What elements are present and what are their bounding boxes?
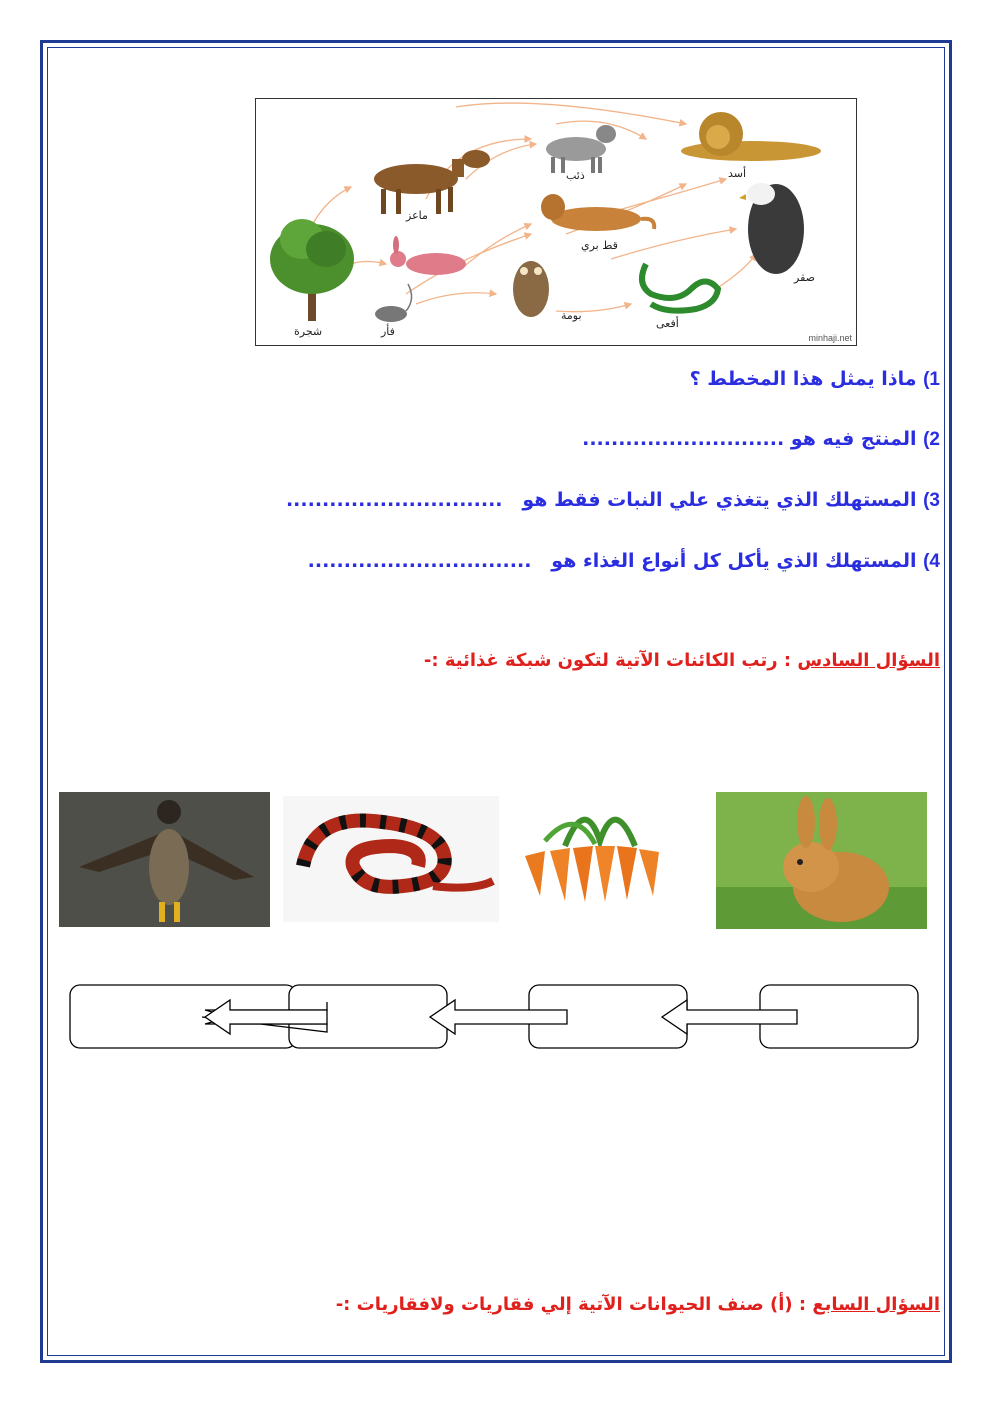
carrot-image (505, 796, 691, 904)
falcon-image (59, 792, 270, 927)
watermark: minhaji.net (808, 333, 852, 343)
wildcat-icon (541, 194, 654, 231)
coral-snake-icon (283, 796, 499, 922)
carrot-icon (505, 796, 691, 904)
question-2-number: 2) (923, 429, 940, 450)
tree-icon (270, 219, 354, 321)
lion-label: أسد (728, 167, 747, 180)
falcon-icon (59, 792, 270, 927)
section-6-instruction: : رتب الكائنات الآتية لتكون شبكة غذائية :- (423, 650, 792, 671)
question-2-text: المنتج فيه هو (790, 428, 917, 450)
section-7-heading (336, 1294, 940, 1315)
wildcat-label: قط بري (581, 239, 618, 252)
snake-icon (642, 264, 718, 311)
question-4-text: المستهلك الذي يأكل كل أنواع الغذاء هو (551, 550, 917, 572)
snake-image (283, 796, 499, 922)
question-3-blank[interactable]: .............................. (285, 489, 503, 511)
section-6-title: السؤال السادس (797, 650, 940, 671)
question-2-blank[interactable]: ............................ (582, 428, 785, 450)
question-3 (286, 489, 940, 512)
section-6-heading (424, 650, 940, 671)
question-4-blank[interactable]: ............................... (307, 550, 532, 572)
mouse-icon (375, 284, 412, 322)
goat-label: ماعز (406, 209, 428, 222)
question-1 (690, 368, 940, 391)
lion-icon (681, 112, 821, 161)
question-1-text: ماذا يمثل هذا المخطط ؟ (689, 368, 917, 390)
owl-label: بومة (561, 309, 582, 322)
food-web-diagram (255, 98, 857, 346)
question-4 (308, 550, 940, 573)
bunny-icon (716, 792, 927, 929)
question-2 (582, 428, 940, 451)
owl-icon (513, 261, 549, 317)
wolf-icon (546, 125, 616, 173)
eagle-icon (739, 183, 804, 274)
mouse-label: فأر (381, 325, 395, 338)
question-1-number: 1) (923, 369, 940, 390)
section-7-title: السؤال السابع (812, 1294, 940, 1315)
tree-label: شجرة (294, 325, 323, 338)
wolf-label: ذئب (566, 169, 585, 182)
eagle-label: صقر (794, 271, 815, 284)
question-4-number: 4) (923, 551, 940, 572)
snake-label: أفعى (656, 317, 679, 330)
food-chain-boxes[interactable] (60, 980, 930, 1055)
rabbit-image (716, 792, 927, 929)
question-3-text: المستهلك الذي يتغذي علي النبات فقط هو (522, 489, 917, 511)
section-7-instruction: : (أ) صنف الحيوانات الآتية إلي فقاريات ولافقاريات :- (335, 1294, 807, 1315)
question-3-number: 3) (923, 490, 940, 511)
rabbit-icon (390, 236, 466, 275)
goat-icon (374, 150, 490, 214)
food-web-drawing (256, 99, 857, 346)
